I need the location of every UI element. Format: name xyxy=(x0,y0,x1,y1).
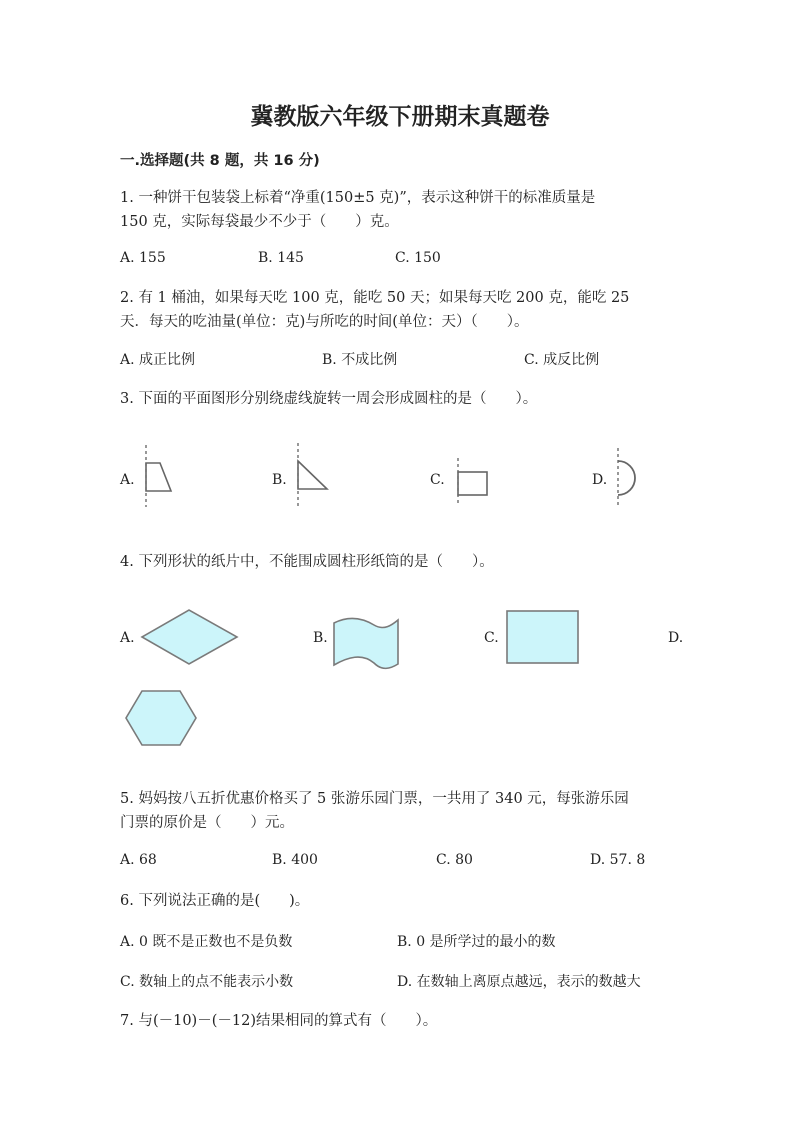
q6-option-c: C. 数轴上的点不能表示小数 xyxy=(120,974,294,990)
q2-option-b: B. 不成比例 xyxy=(322,352,398,368)
q1-option-c: C. 150 xyxy=(395,250,441,266)
q3-option-a: A. xyxy=(120,472,135,488)
question-2-line-1: 2. 有 1 桶油，如果每天吃 100 克，能吃 50 天；如果每天吃 200 克，能吃 25 xyxy=(120,290,630,306)
q3-option-d: D. xyxy=(592,472,608,488)
q4-hexagon-figure xyxy=(124,689,200,749)
q3-trapezoid-figure xyxy=(138,445,178,507)
question-2-line-2: 天．每天的吃油量(单位：克)与所吃的时间(单位：天）（ ）。 xyxy=(120,314,529,330)
q5-option-c: C. 80 xyxy=(436,852,473,868)
q4-rhombus-figure xyxy=(140,608,240,666)
q4-option-d: D. xyxy=(668,630,684,646)
q6-option-b: B. 0 是所学过的最小的数 xyxy=(397,934,556,950)
q6-option-d: D. 在数轴上离原点越远，表示的数越大 xyxy=(397,974,641,990)
q4-rectangle-figure xyxy=(505,609,581,665)
question-5-line-2: 门票的原价是（ ）元。 xyxy=(120,815,294,831)
q1-option-b: B. 145 xyxy=(258,250,304,266)
question-7-line-1: 7. 与(－10)－(－12)结果相同的算式有（ ）。 xyxy=(120,1013,438,1029)
q5-option-b: B. 400 xyxy=(272,852,318,868)
q2-option-c: C. 成反比例 xyxy=(524,352,600,368)
question-1-line-2: 150 克，实际每袋最少不少于（ ）克。 xyxy=(120,214,399,230)
question-6-line-1: 6. 下列说法正确的是( )。 xyxy=(120,893,310,909)
section-heading: 一.选择题(共 8 题，共 16 分) xyxy=(120,153,320,169)
q5-option-d: D. 57. 8 xyxy=(590,852,646,868)
q3-option-b: B. xyxy=(272,472,287,488)
q3-triangle-figure xyxy=(290,443,332,507)
question-4-line-1: 4. 下列形状的纸片中，不能围成圆柱形纸筒的是（ ）。 xyxy=(120,554,494,570)
question-5-line-1: 5. 妈妈按八五折优惠价格买了 5 张游乐园门票，一共用了 340 元，每张游乐园 xyxy=(120,791,629,807)
q5-option-a: A. 68 xyxy=(120,852,157,868)
question-1-line-1: 1. 一种饼干包装袋上标着“净重(150±5 克)”，表示这种饼干的标准质量是 xyxy=(120,190,596,206)
q4-option-c: C. xyxy=(484,630,499,646)
q6-option-a: A. 0 既不是正数也不是负数 xyxy=(120,934,293,950)
q4-option-b: B. xyxy=(313,630,328,646)
q4-wavy-shape-figure xyxy=(330,615,402,671)
q3-semicircle-figure xyxy=(610,448,640,508)
question-3-line-1: 3. 下面的平面图形分别绕虚线旋转一周会形成圆柱的是（ ）。 xyxy=(120,391,538,407)
page-title: 冀教版六年级下册期末真题卷 xyxy=(250,104,550,130)
q3-option-c: C. xyxy=(430,472,445,488)
q3-rectangle-figure xyxy=(450,458,492,506)
q1-option-a: A. 155 xyxy=(120,250,166,266)
q2-option-a: A. 成正比例 xyxy=(120,352,196,368)
q4-option-a: A. xyxy=(120,630,135,646)
